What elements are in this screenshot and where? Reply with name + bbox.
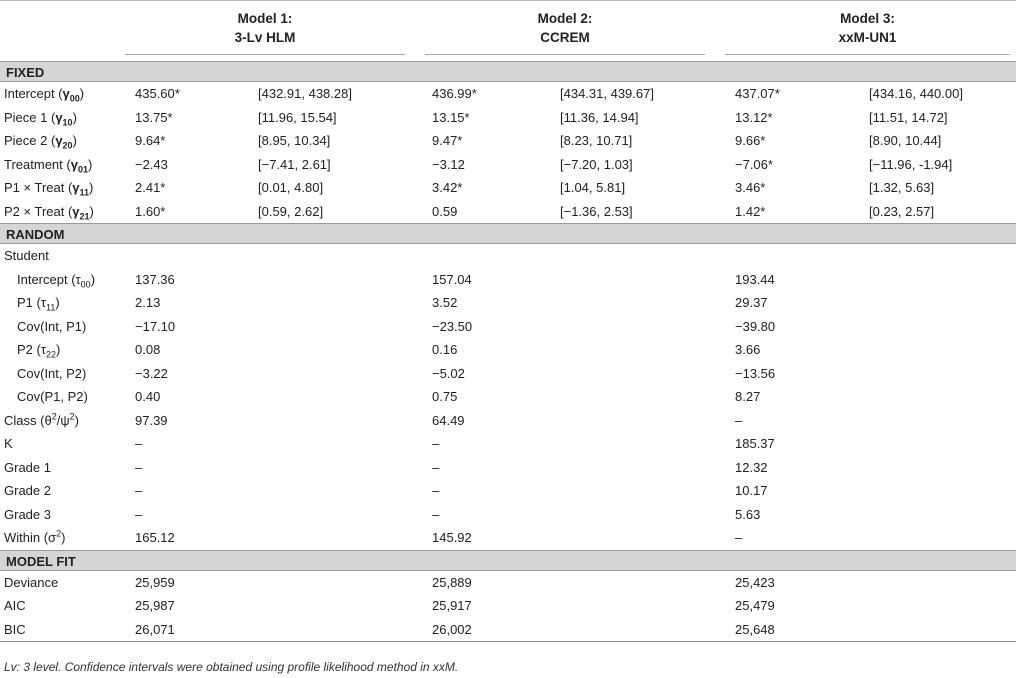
estimate-cell: −3.22 [135, 365, 168, 381]
row-label: Class $(\theta^2/\psi^2)$ [4, 411, 79, 428]
estimate-cell: 25,889 [432, 574, 472, 590]
table-row [0, 82, 1016, 106]
estimate-cell: 13.15* [432, 109, 470, 125]
table-row [0, 618, 1016, 643]
section-header: FIXED [0, 61, 1016, 82]
ci-cell: [432.91, 438.28] [258, 86, 352, 101]
row-label: Cov(P1, P2) [17, 389, 88, 404]
row-label: Cov(Int, P2) [17, 365, 87, 381]
estimate-cell: −7.06* [735, 156, 773, 172]
row-label: Intercept $(\tau_{00})$ [17, 271, 96, 290]
table-footnote: Lv: 3 level. Confidence intervals were obtained using profile likelihood method in xxM. [4, 660, 459, 674]
table-row [0, 432, 1016, 456]
ci-cell: [0.59, 2.62] [258, 203, 324, 219]
estimate-cell: 137.36 [135, 271, 175, 287]
section-header: MODEL FIT [0, 550, 1016, 571]
estimate-cell: −2.43 [135, 156, 168, 172]
estimate-cell: – [735, 530, 743, 545]
ci-cell: [1.04, 5.81] [560, 180, 626, 195]
estimate-cell: 26,002 [432, 621, 472, 637]
estimate-cell: −23.50 [432, 318, 473, 334]
ci-cell: [−1.36, 2.53] [560, 203, 633, 219]
estimate-cell: 9.64* [135, 133, 166, 148]
estimate-cell: −3.12 [432, 156, 465, 172]
table-row [0, 409, 1016, 433]
table-row [0, 526, 1016, 550]
estimate-cell: 1.42* [735, 203, 766, 219]
table-row [0, 385, 1016, 409]
model-1-header [125, 9, 405, 47]
estimate-cell: 25,423 [735, 574, 775, 590]
row-label: Intercept $(\gamma_{00})$ [4, 86, 85, 104]
estimate-cell: 25,987 [135, 598, 175, 613]
model-1-title: Model 1: [237, 11, 293, 26]
estimate-cell: 13.75* [135, 109, 173, 125]
estimate-cell: – [432, 436, 440, 451]
ci-cell: [8.90, 10.44] [869, 133, 942, 148]
row-label: Grade 2 [4, 483, 51, 498]
estimate-cell: 97.39 [135, 412, 168, 428]
model-2-title: Model 2: [537, 11, 593, 26]
estimate-cell: 3.66 [735, 342, 761, 357]
row-label: Student [4, 248, 49, 263]
estimate-cell: 435.60* [135, 86, 180, 101]
estimate-cell: 3.52 [432, 295, 458, 310]
estimate-cell: 193.44 [735, 271, 775, 287]
ci-cell: [−7.20, 1.03] [560, 156, 633, 172]
table-row [0, 362, 1016, 386]
ci-cell: [434.16, 440.00] [869, 86, 963, 101]
ci-cell: [1.32, 5.63] [869, 180, 935, 195]
table-row [0, 106, 1016, 130]
estimate-cell: 0.16 [432, 342, 458, 357]
ci-cell: [434.31, 439.67] [560, 86, 654, 101]
row-label: K [4, 436, 13, 451]
estimate-cell: 5.63 [735, 506, 761, 522]
table-row [0, 176, 1016, 200]
table-row [0, 338, 1016, 362]
estimate-cell: 2.13 [135, 295, 161, 310]
estimate-cell: 0.08 [135, 342, 161, 357]
table-row [0, 244, 1016, 268]
row-label: P2 × Treat $(\gamma_{21})$ [4, 203, 94, 222]
table-body [0, 61, 1016, 642]
row-label: Piece 2 $(\gamma_{20})$ [4, 133, 77, 151]
estimate-cell: 25,479 [735, 598, 775, 613]
table-row [0, 594, 1016, 618]
model-3-name: xxM-UN1 [838, 30, 897, 45]
estimate-cell: 0.40 [135, 389, 161, 404]
estimate-cell: 185.37 [735, 436, 775, 451]
estimate-cell: – [135, 436, 143, 451]
row-label: Grade 3 [4, 506, 51, 522]
ci-cell: [11.96, 15.54] [258, 109, 337, 125]
estimate-cell: −17.10 [135, 318, 176, 334]
table-row [0, 503, 1016, 527]
estimate-cell: 26,071 [135, 621, 175, 637]
estimate-cell: 9.47* [432, 133, 463, 148]
row-label: Piece 1 $(\gamma_{10})$ [4, 109, 77, 128]
estimate-cell: 437.07* [735, 86, 780, 101]
row-label: Within $(\sigma^2)$ [4, 528, 66, 545]
estimate-cell: 9.66* [735, 133, 766, 148]
ci-cell: [11.51, 14.72] [869, 109, 948, 125]
ci-cell: [−11.96, -1.94] [869, 156, 953, 172]
estimate-cell: 436.99* [432, 86, 477, 101]
estimate-cell: 13.12* [735, 109, 773, 125]
model-2-header [425, 9, 705, 47]
estimate-cell: – [432, 506, 440, 522]
estimate-cell: 8.27 [735, 389, 761, 404]
table-row [0, 129, 1016, 153]
row-label: Grade 1 [4, 459, 51, 475]
table-header [0, 0, 1016, 61]
estimate-cell: 10.17 [735, 483, 768, 498]
row-label: AIC [4, 598, 26, 613]
estimate-cell: 12.32 [735, 459, 768, 475]
model-3-header [725, 9, 1010, 47]
estimate-cell: 0.59 [432, 203, 458, 219]
table-row [0, 268, 1016, 292]
estimate-cell: 0.75 [432, 389, 458, 404]
ci-cell: [8.23, 10.71] [560, 133, 633, 148]
model-1-name: 3-Lv HLM [234, 30, 296, 45]
estimate-cell: 165.12 [135, 530, 175, 545]
estimate-cell: 64.49 [432, 412, 465, 428]
table-row [0, 479, 1016, 503]
ci-cell: [−7.41, 2.61] [258, 156, 331, 172]
estimate-cell: 25,959 [135, 574, 175, 590]
estimate-cell: – [432, 459, 440, 475]
estimate-cell: – [135, 459, 143, 475]
model-2-name: CCREM [540, 30, 590, 45]
section-header: RANDOM [0, 223, 1016, 244]
row-label: P1 $(\tau_{11})$ [17, 295, 60, 313]
estimate-cell: 25,917 [432, 598, 472, 613]
model-3-title: Model 3: [840, 11, 895, 26]
estimate-cell: – [432, 483, 440, 498]
row-label: BIC [4, 621, 26, 637]
table-row [0, 200, 1016, 224]
estimate-cell: −39.80 [735, 318, 776, 334]
ci-cell: [0.01, 4.80] [258, 180, 324, 195]
table-row [0, 291, 1016, 315]
row-label: Treatment $(\gamma_{01})$ [4, 156, 93, 175]
ci-cell: [11.36, 14.94] [560, 109, 639, 125]
estimate-cell: – [135, 483, 143, 498]
estimate-cell: −5.02 [432, 365, 465, 381]
row-label: P1 × Treat $(\gamma_{11})$ [4, 180, 94, 198]
table-row [0, 456, 1016, 480]
row-label: P2 $(\tau_{22})$ [17, 342, 61, 360]
estimate-cell: 25,648 [735, 621, 775, 637]
ci-cell: [8.95, 10.34] [258, 133, 331, 148]
estimate-cell: – [135, 506, 143, 522]
row-label: Deviance [4, 574, 59, 590]
ci-cell: [0.23, 2.57] [869, 203, 935, 219]
estimate-cell: −13.56 [735, 365, 776, 381]
estimate-cell: 3.42* [432, 180, 463, 195]
table-row [0, 571, 1016, 595]
table-row [0, 315, 1016, 339]
row-label: Cov(Int, P1) [17, 318, 87, 334]
estimate-cell: – [735, 412, 743, 428]
estimate-cell: 145.92 [432, 530, 472, 545]
table-row [0, 153, 1016, 177]
estimate-cell: 157.04 [432, 271, 472, 287]
estimate-cell: 2.41* [135, 180, 166, 195]
estimate-cell: 29.37 [735, 295, 768, 310]
estimate-cell: 3.46* [735, 180, 766, 195]
estimate-cell: 1.60* [135, 203, 166, 219]
